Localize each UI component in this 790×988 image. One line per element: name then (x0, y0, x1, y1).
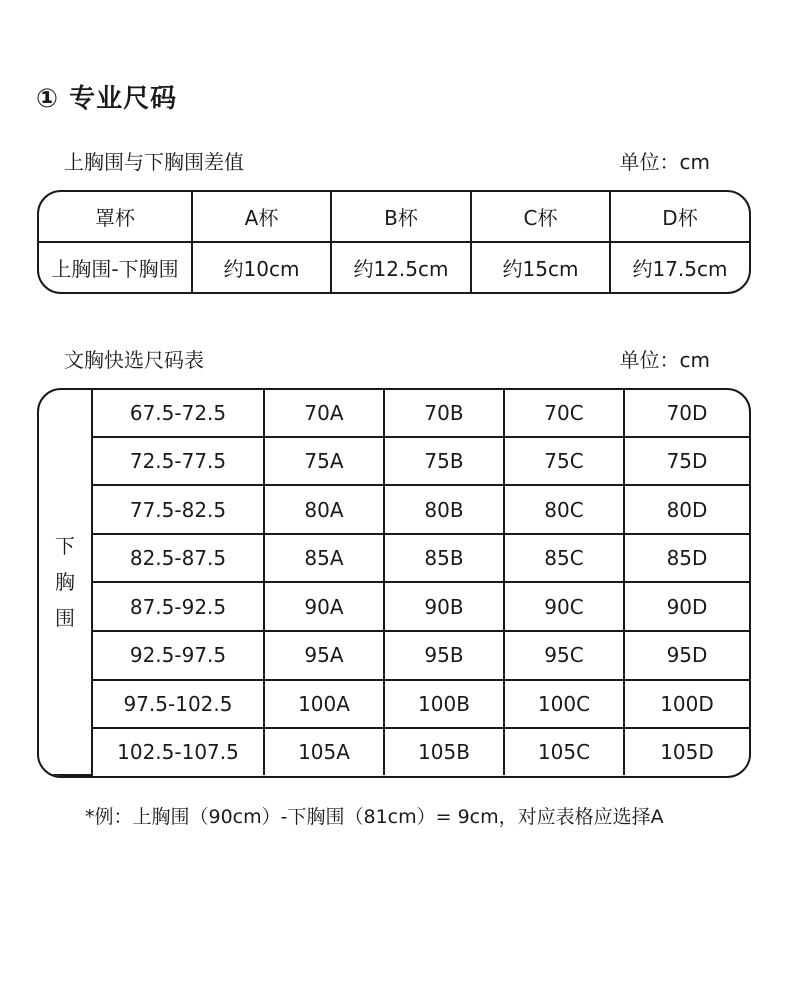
size-cell: 95C (504, 631, 624, 680)
side-label-char: 围 (55, 606, 75, 630)
underbust-range-cell: 67.5-72.5 (92, 390, 264, 437)
row-label-cell: 上胸围-下胸围 (39, 242, 192, 292)
size-row (39, 631, 749, 680)
size-cell: 105B (384, 728, 504, 775)
header-cell: 罩杯 (39, 192, 192, 242)
size-cell: 70B (384, 390, 504, 437)
size-cell: 90C (504, 582, 624, 631)
side-label-char: 胸 (55, 570, 75, 594)
size-cell: 75A (264, 437, 384, 486)
value-cell: 约15cm (471, 242, 610, 292)
size-cell: 80B (384, 485, 504, 534)
size-cell: 70A (264, 390, 384, 437)
cup-difference-table (37, 190, 751, 294)
size-cell: 85D (624, 534, 749, 583)
size-cell: 105C (504, 728, 624, 775)
underbust-range-cell: 82.5-87.5 (92, 534, 264, 583)
underbust-range-cell: 102.5-107.5 (92, 728, 264, 775)
header-cell: C杯 (471, 192, 610, 242)
header-cell: D杯 (610, 192, 749, 242)
size-cell: 90B (384, 582, 504, 631)
size-cell: 90D (624, 582, 749, 631)
size-cell: 100B (384, 680, 504, 729)
value-cell: 约12.5cm (331, 242, 471, 292)
underbust-range-cell: 92.5-97.5 (92, 631, 264, 680)
size-cell: 95A (264, 631, 384, 680)
underbust-range-cell: 77.5-82.5 (92, 485, 264, 534)
size-row (39, 534, 749, 583)
size-cell: 100C (504, 680, 624, 729)
header-cell: A杯 (192, 192, 331, 242)
underbust-side-label (39, 390, 92, 775)
cup-difference-label: 上胸围与下胸围差值 (64, 150, 244, 174)
size-cell: 100A (264, 680, 384, 729)
size-row (39, 582, 749, 631)
example-note: *例：上胸围（90cm）-下胸围（81cm）= 9cm，对应表格应选择A (85, 806, 664, 828)
size-cell: 80A (264, 485, 384, 534)
size-cell: 80C (504, 485, 624, 534)
underbust-range-cell: 97.5-102.5 (92, 680, 264, 729)
size-cell: 75C (504, 437, 624, 486)
size-row (39, 390, 749, 437)
size-chart-table (37, 388, 751, 778)
cup-difference-unit: 单位：cm (619, 150, 710, 174)
side-label-char: 下 (55, 534, 75, 558)
size-row (39, 728, 749, 775)
size-row (39, 485, 749, 534)
size-cell: 95B (384, 631, 504, 680)
size-cell: 90A (264, 582, 384, 631)
cup-header-row (39, 192, 749, 242)
size-cell: 70D (624, 390, 749, 437)
underbust-range-cell: 87.5-92.5 (92, 582, 264, 631)
underbust-range-cell: 72.5-77.5 (92, 437, 264, 486)
size-chart-label: 文胸快选尺码表 (64, 348, 204, 372)
size-cell: 105D (624, 728, 749, 775)
size-cell: 80D (624, 485, 749, 534)
page-title: ① 专业尺码 (36, 84, 178, 114)
size-cell: 85B (384, 534, 504, 583)
cup-value-row (39, 242, 749, 292)
value-cell: 约10cm (192, 242, 331, 292)
size-cell: 95D (624, 631, 749, 680)
size-cell: 105A (264, 728, 384, 775)
size-cell: 85A (264, 534, 384, 583)
size-chart-unit: 单位：cm (619, 348, 710, 372)
size-cell: 75B (384, 437, 504, 486)
size-row (39, 680, 749, 729)
value-cell: 约17.5cm (610, 242, 749, 292)
header-cell: B杯 (331, 192, 471, 242)
size-cell: 70C (504, 390, 624, 437)
size-cell: 85C (504, 534, 624, 583)
size-cell: 75D (624, 437, 749, 486)
size-row (39, 437, 749, 486)
size-cell: 100D (624, 680, 749, 729)
